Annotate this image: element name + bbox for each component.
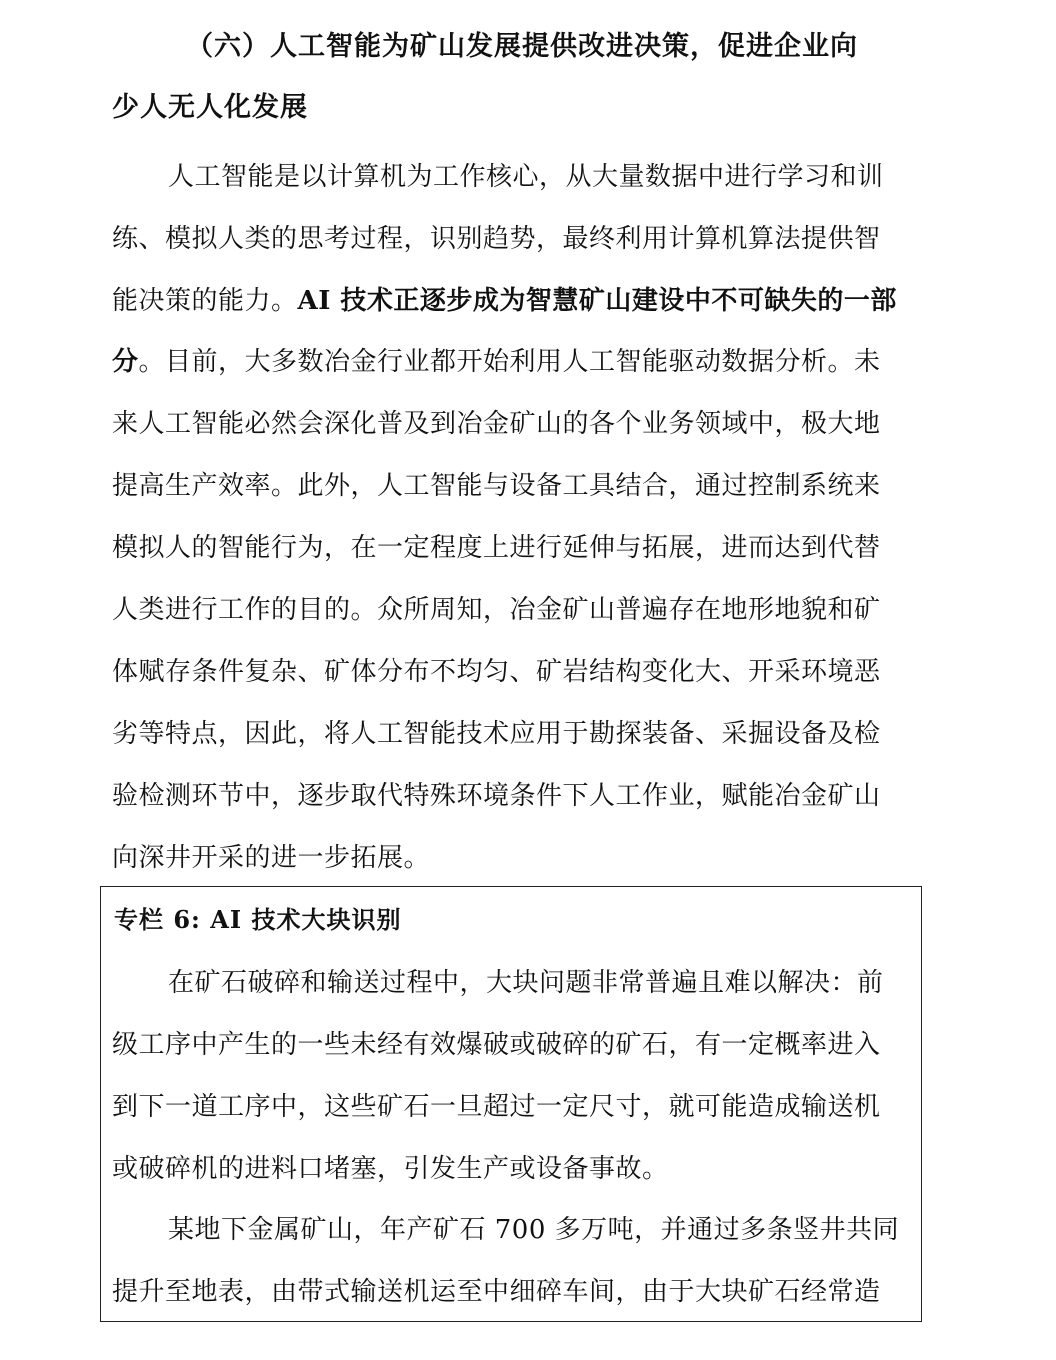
- paragraph-line: 人类进行工作的目的。众所周知，冶金矿山普遍存在地形地貌和矿: [112, 595, 881, 625]
- paragraph-line: 劣等特点，因此，将人工智能技术应用于勘探装备、采掘设备及检: [112, 719, 881, 749]
- paragraph-line: 向深井开采的进一步拓展。: [112, 843, 431, 873]
- paragraph-line: 模拟人的智能行为，在一定程度上进行延伸与拓展，进而达到代替: [112, 533, 881, 563]
- paragraph-text: 能决策的能力。: [112, 286, 298, 316]
- section-heading-line-2: 少人无人化发展: [112, 92, 308, 123]
- paragraph-line: 人工智能是以计算机为工作核心，从大量数据中进行学习和训: [168, 162, 884, 192]
- paragraph-line: 来人工智能必然会深化普及到冶金矿山的各个业务领域中，极大地: [112, 409, 881, 439]
- column-box-line: 某地下金属矿山，年产矿石 700 多万吨，并通过多条竖井共同: [168, 1215, 900, 1245]
- paragraph-line: 提高生产效率。此外，人工智能与设备工具结合，通过控制系统来: [112, 471, 881, 501]
- paragraph-line: 体赋存条件复杂、矿体分布不均匀、矿岩结构变化大、开采环境恶: [112, 657, 881, 687]
- paragraph-text: 。目前，大多数冶金行业都开始利用人工智能驱动数据分析。未: [138, 347, 881, 377]
- emphasized-text: 分: [112, 347, 139, 377]
- section-heading-line-1: （六）人工智能为矿山发展提供改进决策，促进企业向: [186, 31, 858, 62]
- paragraph-line: 验检测环节中，逐步取代特殊环境条件下人工作业，赋能冶金矿山: [112, 781, 881, 811]
- paragraph-line: [112, 284, 897, 318]
- column-box-line: 到下一道工序中，这些矿石一旦超过一定尺寸，就可能造成输送机: [112, 1092, 881, 1122]
- column-box-line: 级工序中产生的一些未经有效爆破或破碎的矿石，有一定概率进入: [112, 1030, 881, 1060]
- paragraph-line: 练、模拟人类的思考过程，识别趋势，最终利用计算机算法提供智: [112, 224, 881, 254]
- paragraph-line: [112, 345, 881, 379]
- column-box-line: 或破碎机的进料口堵塞，引发生产或设备事故。: [112, 1154, 669, 1184]
- column-box-title: 专栏 6: AI 技术大块识别: [114, 905, 402, 934]
- column-box-line: 提升至地表，由带式输送机运至中细碎车间，由于大块矿石经常造: [112, 1277, 881, 1307]
- column-box-line: 在矿石破碎和输送过程中，大块问题非常普遍且难以解决：前: [168, 968, 884, 998]
- emphasized-text: AI 技术正逐步成为智慧矿山建设中不可缺失的一部: [297, 286, 897, 316]
